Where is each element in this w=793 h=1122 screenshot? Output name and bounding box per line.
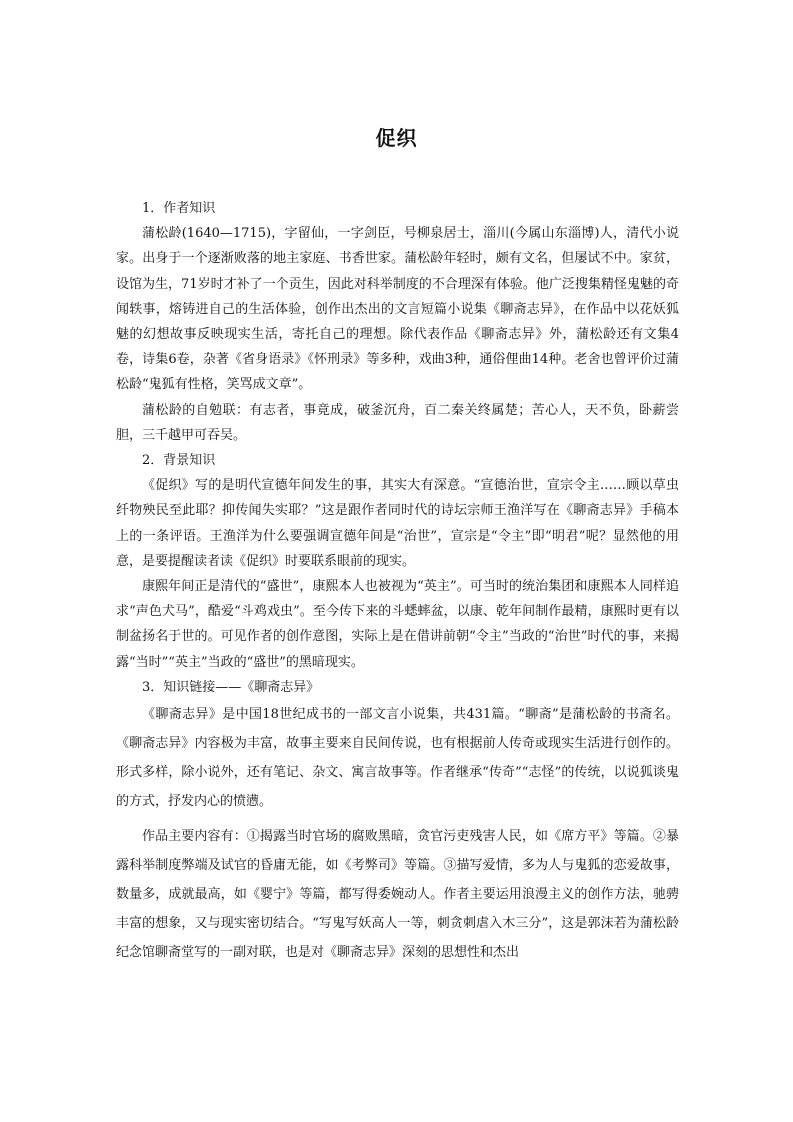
document-body	[116, 196, 679, 967]
paragraph-background-1: 《促织》写的是明代宣德年间发生的事，其实大有深意。“宣德治世，宣宗令主……顾以草虫纤物殃民至此耶？抑传闻失实耶？”这是跟作者同时代的诗坛宗师王渔洋写在《聊斋志异》手稿本上的一条评语。王渔洋为什么要强调宣德年间是“治世”，宣宗是“令主”即“明君”呢？显然他的用意，是要提醒读者读《促织》时要联系眼前的现实。	[116, 478, 679, 569]
paragraph-liaozhai-content: 作品主要内容有：①揭露当时官场的腐败黑暗，贪官污吏残害人民，如《席方平》等篇。②暴露科举制度弊端及试官的昏庸无能，如《考弊司》等篇。③描写爱情，多为人与鬼狐的恋爱故事，数量多，成就最高，如《婴宁》等篇，都写得委婉动人。作者主要运用浪漫主义的创作方法，驰骋丰富的想象，又与现实密切结合。“写鬼写妖高人一等，刺贪刺虐入木三分”，这是郭沫若为蒲松龄纪念馆聊斋堂写的一副对联，也是对《聊斋志异》深刻的思想性和杰出	[116, 829, 679, 961]
section-heading-author: 1．作者知识	[142, 201, 216, 216]
section-heading-background: 2．背景知识	[142, 453, 216, 469]
page-title: 促织	[375, 126, 418, 150]
paragraph-liaozhai-intro: 《聊斋志异》是中国18世纪成书的一部文言小说集，共431篇。“聊斋”是蒲松龄的书斋名。《聊斋志异》内容极为丰富，故事主要来自民间传说，也有根据前人传奇或现实生活进行创作的。形式多样，除小说外，还有笔记、杂文、寓言故事等。作者继承“传奇”“志怪”的传统，以说狐谈鬼的方式，抒发内心的愤懑。	[116, 707, 679, 810]
paragraph-background-2: 康熙年间正是清代的“盛世”，康熙本人也被视为“英主”。可当时的统治集团和康熙本人同样追求“声色犬马”，酷爱“斗鸡戏虫”。至今传下来的斗蟋蟀盆，以康、乾年间制作最精，康熙时更有以制盆扬名于世的。可见作者的创作意图，实际上是在借讲前朝“令主”当政的“治世”时代的事，来揭露“当时”“英主”当政的“盛世”的黑暗现实。	[116, 579, 679, 670]
section-heading-link: 3．知识链接——《聊斋志异》	[142, 679, 320, 695]
paragraph-author-bio: 蒲松龄(1640—1715)，字留仙，一字剑臣，号柳泉居士，淄川(今属山东淄博)人，清代小说家。出身于一个逐渐败落的地主家庭、书香世家。蒲松龄年轻时，颇有文名，但屡试不中。家贫，设馆为生，71岁时才补了一个贡生，因此对科举制度的不合理深有体验。他广泛搜集精怪鬼魅的奇闻轶事，熔铸进自己的生活体验，创作出杰出的文言短篇小说集《聊斋志异》，在作品中以花妖狐魅的幻想故事反映现实生活，寄托自己的理想。除代表作品《聊斋志异》外，蒲松龄还有文集4卷，诗集6卷，杂著《省身语录》《怀刑录》等多种，戏曲3种，通俗俚曲14种。老舍也曾评价过蒲松龄“鬼狐有性格，笑骂成文章”。	[116, 226, 679, 393]
paragraph-couplet: 蒲松龄的自勉联：有志者，事竟成，破釜沉舟，百二秦关终属楚；苦心人，天不负，卧薪尝胆，三千越甲可吞吴。	[116, 402, 679, 443]
